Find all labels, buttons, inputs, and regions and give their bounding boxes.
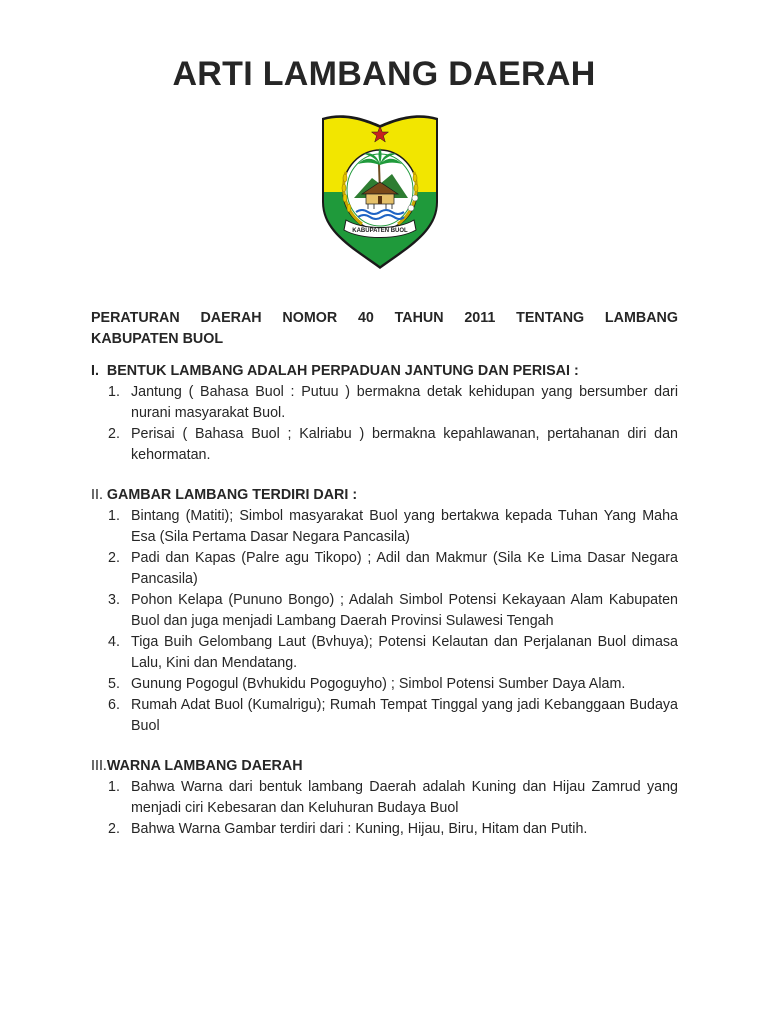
section-numeral-2: II. — [91, 487, 103, 503]
buol-coat-of-arms-emblem — [316, 112, 444, 270]
list-item — [91, 819, 678, 840]
list-item-text: Pohon Kelapa (Pununo Bongo) ; Adalah Simbol Potensi Kekayaan Alam Kabupaten Buol dan juga menjadi Lambang Daerah Provinsi Sulawesi Tengah — [131, 592, 678, 629]
list-item-number: 2. — [108, 821, 120, 837]
list-item-text: Bahwa Warna Gambar terdiri dari : Kuning, Hijau, Biru, Hitam dan Putih. — [131, 821, 588, 837]
page-title: ARTI LAMBANG DAERAH — [172, 55, 596, 93]
section-numeral-1: I. — [91, 363, 99, 379]
list-item-text: Bintang (Matiti); Simbol masyarakat Buol yang bertakwa kepada Tuhan Yang Maha Esa (Sila Pertama Dasar Negara Pancasila) — [131, 508, 678, 545]
list-item — [91, 674, 678, 695]
list-item-text: Tiga Buih Gelombang Laut (Bvhuya); Potensi Kelautan dan Perjalanan Buol dimasa Lalu, Kini dan Mendatang. — [131, 634, 678, 671]
list-item-number: 1. — [108, 779, 120, 795]
section-title-3: WARNA LAMBANG DAERAH — [106, 758, 303, 774]
list-item — [91, 382, 678, 424]
list-item — [91, 632, 678, 674]
section-title-1: BENTUK LAMBANG ADALAH PERPADUAN JANTUNG DAN PERISAI : — [106, 363, 579, 379]
list-item-number: 5. — [108, 676, 120, 692]
list-item-number: 4. — [108, 634, 120, 650]
list-item — [91, 424, 678, 466]
list-item — [91, 506, 678, 548]
section-numeral-3: III. — [91, 758, 107, 774]
section-list-2 — [91, 506, 678, 737]
section-list-1 — [91, 382, 678, 466]
list-item-number: 3. — [108, 592, 120, 608]
list-item — [91, 590, 678, 632]
spacer — [91, 737, 678, 756]
emblem-banner-text: KABUPATEN BUOL — [352, 228, 408, 234]
list-item-number: 6. — [108, 697, 120, 713]
list-item-text: Gunung Pogogul (Bvhukidu Pogoguyho) ; Simbol Potensi Sumber Daya Alam. — [131, 676, 626, 692]
section-title-2: GAMBAR LAMBANG TERDIRI DARI : — [106, 487, 358, 503]
document-body — [91, 308, 678, 840]
list-item — [91, 695, 678, 737]
list-item-text: Perisai ( Bahasa Buol ; Kalriabu ) bermakna kepahlawanan, pertahanan diri dan kehormatan. — [131, 426, 678, 463]
list-item-text: Jantung ( Bahasa Buol : Putuu ) bermakna detak kehidupan yang bersumber dari nurani masyarakat Buol. — [131, 384, 678, 421]
section-list-3 — [91, 777, 678, 840]
list-item-number: 2. — [108, 426, 120, 442]
regulation-heading-line-1: PERATURAN DAERAH NOMOR 40 TAHUN 2011 TENTANG LAMBANG — [91, 310, 678, 326]
list-item-text: Rumah Adat Buol (Kumalrigu); Rumah Tempat Tinggal yang jadi Kebanggaan Budaya Buol — [131, 697, 678, 734]
list-item-text: Bahwa Warna dari bentuk lambang Daerah adalah Kuning dan Hijau Zamrud yang menjadi ciri Kebesaran dan Keluhuran Budaya Buol — [131, 779, 678, 816]
regulation-heading — [91, 308, 678, 350]
regulation-heading-line-2: KABUPATEN BUOL — [91, 331, 224, 347]
list-item-number: 1. — [108, 508, 120, 524]
list-item-text: Padi dan Kapas (Palre agu Tikopo) ; Adil dan Makmur (Sila Ke Lima Dasar Negara Pancasila) — [131, 550, 678, 587]
section-heading-1 — [91, 361, 678, 382]
section-heading-2 — [91, 485, 678, 506]
list-item-number: 2. — [108, 550, 120, 566]
list-item-number: 1. — [108, 384, 120, 400]
spacer — [91, 466, 678, 485]
list-item — [91, 777, 678, 819]
section-heading-3 — [91, 756, 678, 777]
list-item — [91, 548, 678, 590]
